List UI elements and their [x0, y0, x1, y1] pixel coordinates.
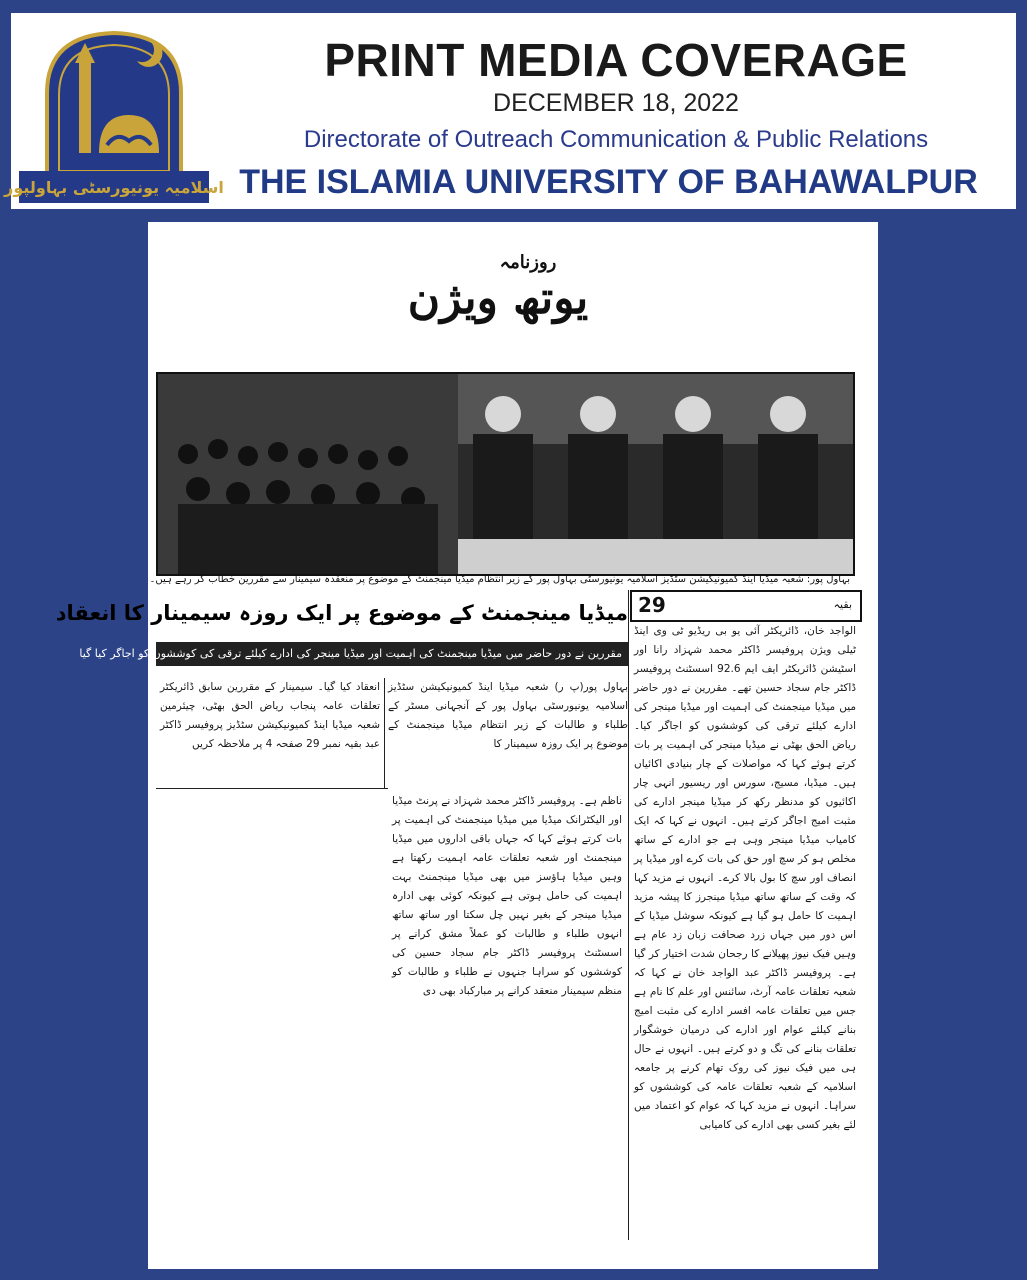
university-logo: [4, 23, 224, 203]
article-column-speakers: انعقاد کیا گیا۔ سیمینار کے مقررین سابق ڈائریکٹر تعلقات عامہ پنجاب ریاض الحق بھٹی، چیئرمین شعبہ میڈیا اینڈ کمیونیکیشن سٹڈیز پروفیسر ڈاکٹر عبد بقیہ نمبر 29 صفحہ 4 پر ملاحظہ کریں: [160, 681, 380, 750]
column-divider: [384, 678, 385, 788]
masthead-name: یوتھ ویژن: [407, 273, 589, 324]
masthead-small: روزنامہ: [499, 252, 557, 273]
article-headline: میڈیا مینجمنٹ کے موضوع پر ایک روزہ سیمینار کا انعقاد: [55, 601, 628, 625]
newspaper-masthead: [398, 252, 598, 324]
coverage-date: DECEMBER 18, 2022: [493, 89, 739, 117]
seminar-photo: [156, 372, 855, 576]
article-column-middle: ناظم ہے۔ پروفیسر ڈاکٹر محمد شہزاد نے پرنٹ میڈیا اور الیکٹرانک میڈیا میں میڈیا مینجمنٹ کی اہمیت پر بات کرتے ہوئے کہا کہ جہاں باقی اداروں میں میڈیا مینجمنٹ اور شعبہ تعلقات عامہ اہمیت رکھتا ہے وہیں میڈیا ہاؤسز میں بھی میڈیا مینجمنٹ بہت اہمیت کی حامل ہوتی ہے کیونکہ کوئی بھی ادارہ میڈیا مینجر کے بغیر نہیں چل سکتا اور ساتھ ساتھ انہوں طلباء و طالبات کو عملاً مشق کرانے پر اسسٹنٹ پروفیسر ڈاکٹر جام سجاد حسین کی کوششوں کو سراہا جنہوں نے طلباء و طالبات کو منظم سیمینار منعقد کرانے پر مبارکباد بھی دی: [392, 795, 622, 997]
article-column-right: الواجد خان، ڈائریکٹر آئی یو بی ریڈیو ٹی وی اینڈ ٹیلی ویژن پروفیسر ڈاکٹر محمد شہزاد رانا اور اسٹیشن ڈائریکٹر ایف ایم 92.6 اسسٹنٹ پروفیسر ڈاکٹر جام سجاد حسین تھے۔ مقررین نے دور حاضر میں میڈیا مینجمنٹ کی اہمیت اور میڈیا مینجر کی ادارے کیلئے ترقی کی کوششوں کو اجاگر کیا۔ ریاض الحق بھٹی نے میڈیا مینجر کی اہمیت پر بات کرتے ہوئے کہا کہ مواصلات کے چار بنیادی اکائیاں ہیں۔ میڈیا، مسیج، سورس اور ریسیور انہی چار اکائیوں کو مدنظر رکھ کر میڈیا مینجر ادارے کی مثبت امیج اجاگر کرتے ہیں۔ انہوں نے کہا کہ ایک کامیاب میڈیا مینجر وہی ہے جو ادارے کے ساتھ مخلص ہو کر سچ اور حق کی بات کرے اور میڈیا پر انصاف اور سچ کا بول بالا کرے۔ انہوں نے مزید کہا کہ وقت کے ساتھ ساتھ میڈیا مینجرز کا پیشہ مزید اہمیت کا حامل ہو گیا ہے کیونکہ سوشل میڈیا کے اس دور میں جہاں زرد صحافت زبان زد عام ہے وہیں فیک نیوز پھیلانے کا رجحان شدت اختیار کر گیا ہے۔ پروفیسر ڈاکٹر عبد الواجد خان نے کہا کہ شعبہ تعلقات عامہ آرٹ، سائنس اور علم کا نام ہے جس میں تعلقات عامہ افسر ادارے کی مثبت امیج بنانے کیلئے عوام اور ادارے کی درمیان خوشگوار تعلقات بنانے کی تگ و دو کرتے ہیں۔ انہوں نے حال ہی میں فیک نیوز کی روک تھام کرنے پر جامعہ اسلامیہ کے شعبہ تعلقات عامہ کی کوششوں کو سراہا۔ انہوں نے مزید کہا کہ عوام کو اعتماد میں لئے بغیر کسی بھی ادارے کی کامیابی: [634, 625, 856, 1131]
university-name: THE ISLAMIA UNIVERSITY OF BAHAWALPUR: [239, 163, 978, 201]
article-subhead: مقررین نے دور حاضر میں میڈیا مینجمنٹ کی اہمیت اور میڈیا مینجر کی ادارے کیلئے ترقی کی کوششوں کو اجاگر کیا گیا: [156, 642, 628, 666]
article-column-intro: بہاول پور(پ ر) شعبہ میڈیا اینڈ کمیونیکیشن سٹڈیز اسلامیہ یونیورسٹی بہاول پور کے آنجہانی مسٹر کے طلباء و طالبات کے زیر انتظام میڈیا مینجمنٹ کے موضوع پر ایک روزہ سیمینار کا: [388, 681, 628, 750]
photo-caption: بہاول پور: شعبہ میڈیا اینڈ کمیونیکیشن سٹڈیز اسلامیہ یونیورسٹی بہاول پور کے زیر انتظام میڈیا مینجمنٹ کے موضوع پر منعقدہ سیمینار سے مقررین خطاب کر رہے ہیں۔: [149, 574, 850, 585]
directorate-name: Directorate of Outreach Communication & Public Relations: [303, 126, 929, 153]
section-divider: [156, 788, 388, 789]
svg-text:اسلامیہ یونیورسٹی بہاولپور: اسلامیہ یونیورسٹی بہاولپور: [4, 178, 224, 197]
continued-label: بقیہ: [833, 598, 852, 611]
column-divider-right: [628, 590, 629, 1240]
coverage-header: [4, 13, 1016, 209]
page-title: PRINT MEDIA COVERAGE: [324, 34, 908, 86]
continued-box: [630, 590, 862, 622]
newspaper-clipping: [55, 222, 878, 1269]
continued-page-number: 29: [638, 593, 666, 617]
